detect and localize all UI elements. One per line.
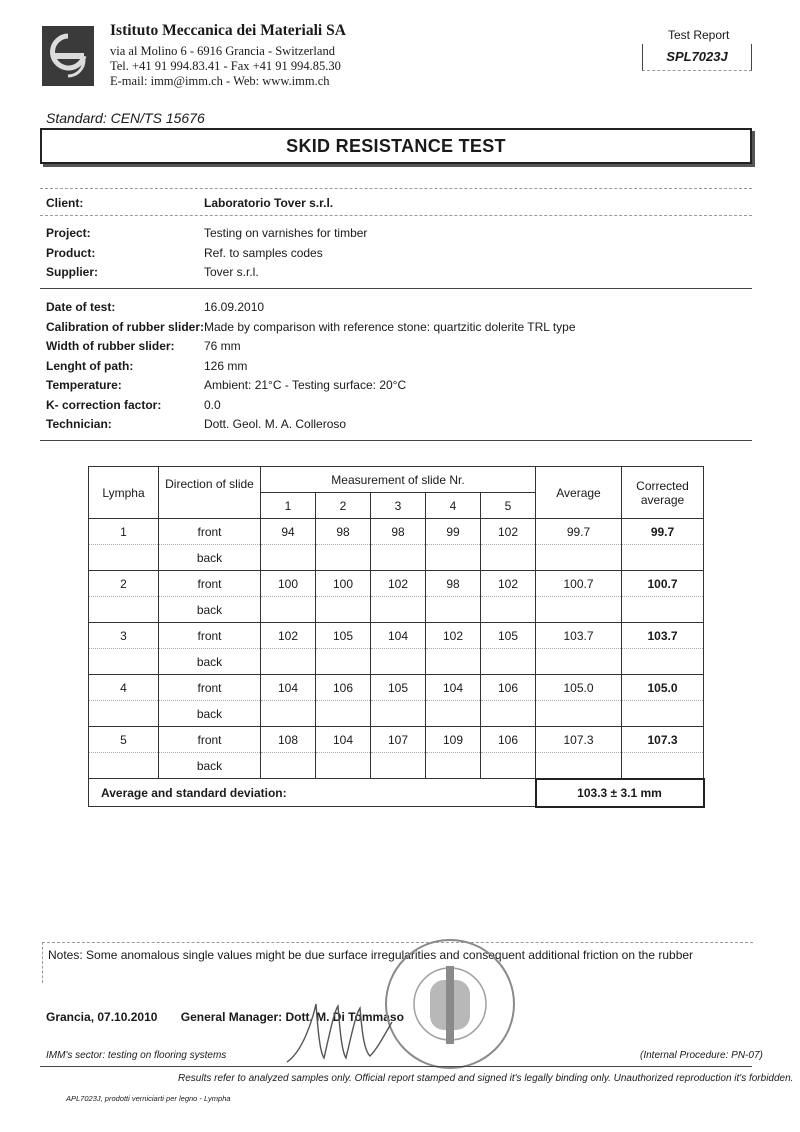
project-label: Project: bbox=[46, 226, 91, 240]
header-slide-4: 4 bbox=[426, 493, 481, 519]
value-cell: 105 bbox=[316, 623, 371, 649]
value-cell: 106 bbox=[316, 675, 371, 701]
direction-cell: back bbox=[159, 649, 261, 675]
product-label: Product: bbox=[46, 246, 96, 260]
lympha-cell: 4 bbox=[89, 675, 159, 701]
footer-sector: IMM's sector: testing on flooring systems bbox=[46, 1050, 227, 1061]
direction-cell: back bbox=[159, 753, 261, 779]
notes-text: Notes: Some anomalous single values might be due surface irregularities and consequent additional friction on the rubber bbox=[48, 948, 694, 962]
direction-cell: back bbox=[159, 545, 261, 571]
project-value: Testing on varnishes for timber bbox=[204, 226, 368, 240]
corrected-cell: 107.3 bbox=[622, 727, 704, 753]
value-cell: 102 bbox=[426, 623, 481, 649]
technician-label: Technician: bbox=[46, 417, 112, 431]
supplier-label: Supplier: bbox=[46, 265, 99, 279]
header-slide-1: 1 bbox=[261, 493, 316, 519]
average-cell: 99.7 bbox=[536, 519, 622, 545]
client-label: Client: bbox=[46, 196, 84, 210]
report-code: SPL7023J bbox=[666, 49, 728, 64]
value-cell: 98 bbox=[426, 571, 481, 597]
company-logo bbox=[42, 26, 94, 86]
header-average: Average bbox=[536, 467, 622, 519]
direction-cell: front bbox=[159, 519, 261, 545]
technician-value: Dott. Geol. M. A. Colleroso bbox=[204, 417, 347, 431]
direction-cell: front bbox=[159, 727, 261, 753]
calibration-value: Made by comparison with reference stone: quartzitic dolerite TRL type bbox=[204, 320, 576, 334]
length-label: Lenght of path: bbox=[46, 359, 134, 373]
lympha-cell: 5 bbox=[89, 727, 159, 753]
table-row bbox=[89, 727, 704, 753]
header-slide-3: 3 bbox=[371, 493, 426, 519]
width-label: Width of rubber slider: bbox=[46, 339, 175, 353]
average-cell: 107.3 bbox=[536, 727, 622, 753]
report-code-box bbox=[642, 44, 752, 71]
value-cell: 102 bbox=[261, 623, 316, 649]
table-row bbox=[89, 753, 704, 779]
signature-line: Grancia, 07.10.2010 General Manager: Dott. M. Di Tommaso bbox=[46, 1010, 404, 1024]
average-cell: 103.7 bbox=[536, 623, 622, 649]
calibration-label: Calibration of rubber slider: bbox=[46, 320, 205, 334]
length-value: 126 mm bbox=[204, 359, 248, 373]
temperature-value: Ambient: 21°C - Testing surface: 20°C bbox=[204, 378, 407, 392]
company-phone: Tel. +41 91 994.83.41 - Fax +41 91 994.85.30 bbox=[110, 59, 341, 73]
value-cell: 98 bbox=[371, 519, 426, 545]
value-cell: 109 bbox=[426, 727, 481, 753]
summary-value: 103.3 ± 3.1 mm bbox=[536, 779, 704, 807]
value-cell: 106 bbox=[481, 727, 536, 753]
file-reference: APL7023J, prodotti verniciarti per legno - Lympha bbox=[66, 1094, 231, 1103]
header-corrected-line2: average bbox=[640, 492, 685, 507]
value-cell: 100 bbox=[316, 571, 371, 597]
header-lympha: Lympha bbox=[89, 467, 159, 519]
lympha-cell: 2 bbox=[89, 571, 159, 597]
divider bbox=[40, 288, 752, 289]
header-direction: Direction of slide bbox=[159, 467, 261, 519]
header-measurement: Measurement of slide Nr. bbox=[261, 467, 536, 493]
date-value: 16.09.2010 bbox=[204, 300, 265, 314]
value-cell: 107 bbox=[371, 727, 426, 753]
value-cell: 108 bbox=[261, 727, 316, 753]
header-slide-5: 5 bbox=[481, 493, 536, 519]
table-row bbox=[89, 675, 704, 701]
footer-procedure: (Internal Procedure: PN-07) bbox=[640, 1050, 763, 1061]
value-cell: 104 bbox=[371, 623, 426, 649]
footer-divider bbox=[40, 1066, 752, 1067]
header-slide-2: 2 bbox=[316, 493, 371, 519]
k-factor-value: 0.0 bbox=[204, 398, 221, 412]
table-row bbox=[89, 649, 704, 675]
summary-label: Average and standard deviation: bbox=[89, 779, 536, 807]
corrected-cell: 99.7 bbox=[622, 519, 704, 545]
value-cell: 102 bbox=[481, 571, 536, 597]
company-name: Istituto Meccanica dei Materiali SA bbox=[110, 22, 346, 39]
lympha-cell: 1 bbox=[89, 519, 159, 545]
table-row bbox=[89, 519, 704, 545]
header-corrected bbox=[622, 467, 704, 519]
report-label: Test Report bbox=[668, 28, 730, 42]
official-stamp bbox=[382, 936, 518, 1077]
value-cell: 102 bbox=[371, 571, 426, 597]
date-label: Date of test: bbox=[46, 300, 116, 314]
table-row bbox=[89, 571, 704, 597]
disclaimer: Results refer to analyzed samples only. Official report stamped and signed it's legally binding only. Unauthorized reproduction it's forbidden. bbox=[178, 1073, 794, 1084]
company-address: via al Molino 6 - 6916 Grancia - Switzerland bbox=[110, 44, 335, 58]
client-value: Laboratorio Tover s.r.l. bbox=[204, 196, 334, 210]
direction-cell: back bbox=[159, 701, 261, 727]
value-cell: 104 bbox=[426, 675, 481, 701]
company-contact: E-mail: imm@imm.ch - Web: www.imm.ch bbox=[110, 74, 330, 88]
average-cell: 105.0 bbox=[536, 675, 622, 701]
direction-cell: back bbox=[159, 597, 261, 623]
value-cell: 100 bbox=[261, 571, 316, 597]
direction-cell: front bbox=[159, 623, 261, 649]
table-row bbox=[89, 545, 704, 571]
k-factor-label: K- correction factor: bbox=[46, 398, 162, 412]
table-row bbox=[89, 597, 704, 623]
value-cell: 98 bbox=[316, 519, 371, 545]
value-cell: 104 bbox=[261, 675, 316, 701]
measurement-table bbox=[88, 466, 705, 808]
corrected-cell: 100.7 bbox=[622, 571, 704, 597]
table-row bbox=[89, 701, 704, 727]
supplier-value: Tover s.r.l. bbox=[204, 265, 259, 279]
page-title: SKID RESISTANCE TEST bbox=[286, 136, 506, 156]
lympha-cell: 3 bbox=[89, 623, 159, 649]
direction-cell: front bbox=[159, 675, 261, 701]
value-cell: 104 bbox=[316, 727, 371, 753]
direction-cell: front bbox=[159, 571, 261, 597]
title-box bbox=[40, 128, 752, 164]
handwritten-signature bbox=[282, 992, 402, 1077]
value-cell: 94 bbox=[261, 519, 316, 545]
table-row bbox=[89, 623, 704, 649]
width-value: 76 mm bbox=[204, 339, 241, 353]
value-cell: 106 bbox=[481, 675, 536, 701]
divider bbox=[40, 440, 752, 441]
value-cell: 102 bbox=[481, 519, 536, 545]
temperature-label: Temperature: bbox=[46, 378, 122, 392]
value-cell: 105 bbox=[371, 675, 426, 701]
value-cell: 105 bbox=[481, 623, 536, 649]
average-cell: 100.7 bbox=[536, 571, 622, 597]
standard-label: Standard: CEN/TS 15676 bbox=[46, 110, 205, 126]
summary-row bbox=[89, 779, 704, 807]
product-value: Ref. to samples codes bbox=[204, 246, 323, 260]
corrected-cell: 105.0 bbox=[622, 675, 704, 701]
corrected-cell: 103.7 bbox=[622, 623, 704, 649]
header-corrected-line1: Corrected bbox=[636, 478, 689, 493]
value-cell: 99 bbox=[426, 519, 481, 545]
client-row bbox=[40, 188, 752, 216]
